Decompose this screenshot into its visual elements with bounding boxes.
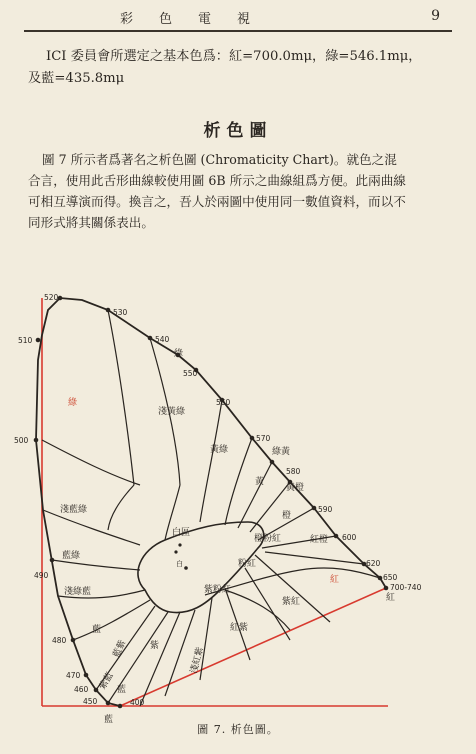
- region-purple-pink: 紫粉紅: [204, 585, 232, 595]
- paragraph-line-3: 可相互導演而得。換言之，吾人於兩圖中使用同一數值資料，而以不: [28, 194, 406, 209]
- body-paragraph: [28, 149, 460, 233]
- header-rule: [24, 30, 452, 32]
- wl-400: 400: [130, 698, 145, 707]
- wl-500: 500: [14, 436, 29, 445]
- section-title: 析色圖: [203, 121, 273, 141]
- region-blue: 藍: [92, 625, 102, 635]
- header-title: 彩色電視: [120, 12, 277, 27]
- wl-650: 650: [383, 573, 398, 582]
- intro-text: [28, 46, 458, 90]
- region-orange: 橙: [282, 511, 292, 521]
- region-yellow-orange: 黃橙: [286, 483, 305, 493]
- wavelength-dots: [34, 296, 389, 709]
- spectral-locus: [36, 298, 386, 706]
- region-orange-pink: 橙粉紅: [254, 534, 282, 544]
- region-light-yellow-green: 淺黃綠: [158, 407, 186, 417]
- region-pink: 粉紅: [238, 559, 257, 569]
- wl-570: 570: [256, 434, 271, 443]
- wl-600: 600: [342, 533, 357, 542]
- region-green: 綠: [68, 398, 78, 408]
- region-yellow: 黃: [255, 477, 265, 487]
- region-light-green-blue: 淺綠藍: [64, 587, 92, 597]
- wl-580: 580: [286, 467, 301, 476]
- region-blue-bottom: 藍: [104, 715, 114, 725]
- wl-450: 450: [83, 697, 98, 706]
- wl-520: 520: [44, 293, 59, 302]
- region-blue-lower: 藍: [117, 685, 127, 695]
- region-purple: 紫: [150, 641, 160, 651]
- wl-470: 470: [66, 671, 81, 680]
- region-blue-purple: 藍紫: [111, 638, 129, 660]
- paragraph-line-2: 合言，使用此舌形曲線較使用圖 6B 所示之曲線組爲方便。此兩曲線: [28, 173, 406, 188]
- wl-490: 490: [34, 571, 49, 580]
- chromaticity-figure: [0, 280, 476, 725]
- region-purple-blue: 紫藍: [97, 670, 116, 692]
- region-white-zone: 白區: [172, 528, 191, 538]
- region-red-orange: 紅橙: [310, 535, 329, 545]
- wl-530: 530: [113, 308, 128, 317]
- wl-700-740: 700-740: [390, 583, 422, 592]
- wl-550: 550: [183, 369, 198, 378]
- region-light-yellow: 綠黃: [272, 447, 291, 457]
- page-number: 9: [431, 8, 440, 24]
- wl-620: 620: [366, 559, 381, 568]
- running-header: [0, 8, 476, 30]
- wl-590: 590: [318, 505, 333, 514]
- region-green-upper: 綠: [174, 349, 184, 359]
- figure-caption: 圖 7. 析色圖。: [197, 723, 279, 736]
- region-red: 紅: [330, 575, 340, 585]
- region-red-purple: 紅紫: [230, 623, 249, 633]
- region-yellow-green: 黃綠: [210, 445, 229, 455]
- chromaticity-chart: [0, 280, 476, 725]
- wl-460: 460: [74, 685, 89, 694]
- paragraph-line-1: 圖 7 所示者爲著名之析色圖 (Chromaticity Chart)。就色之混: [42, 152, 397, 167]
- wl-540: 540: [155, 335, 170, 344]
- region-white-point: 白: [176, 560, 183, 568]
- wl-560: 560: [216, 398, 231, 407]
- region-red-corner: 紅: [386, 593, 396, 603]
- purple-line: [120, 588, 386, 706]
- region-blue-green: 藍綠: [62, 551, 81, 561]
- region-light-blue-green: 淺藍綠: [60, 505, 88, 515]
- paragraph-line-4: 同形式將其關係表出。: [28, 215, 154, 230]
- wl-510: 510: [18, 336, 33, 345]
- intro-line-2: 及藍=435.8mμ: [28, 71, 125, 86]
- region-purple-red: 紫紅: [282, 597, 301, 607]
- intro-line-1: ICI 委員會所選定之基本色爲：紅=700.0mμ，綠=546.1mμ，: [46, 49, 422, 64]
- region-light-red-purple: 淺紅紫: [189, 646, 206, 675]
- wl-480: 480: [52, 636, 67, 645]
